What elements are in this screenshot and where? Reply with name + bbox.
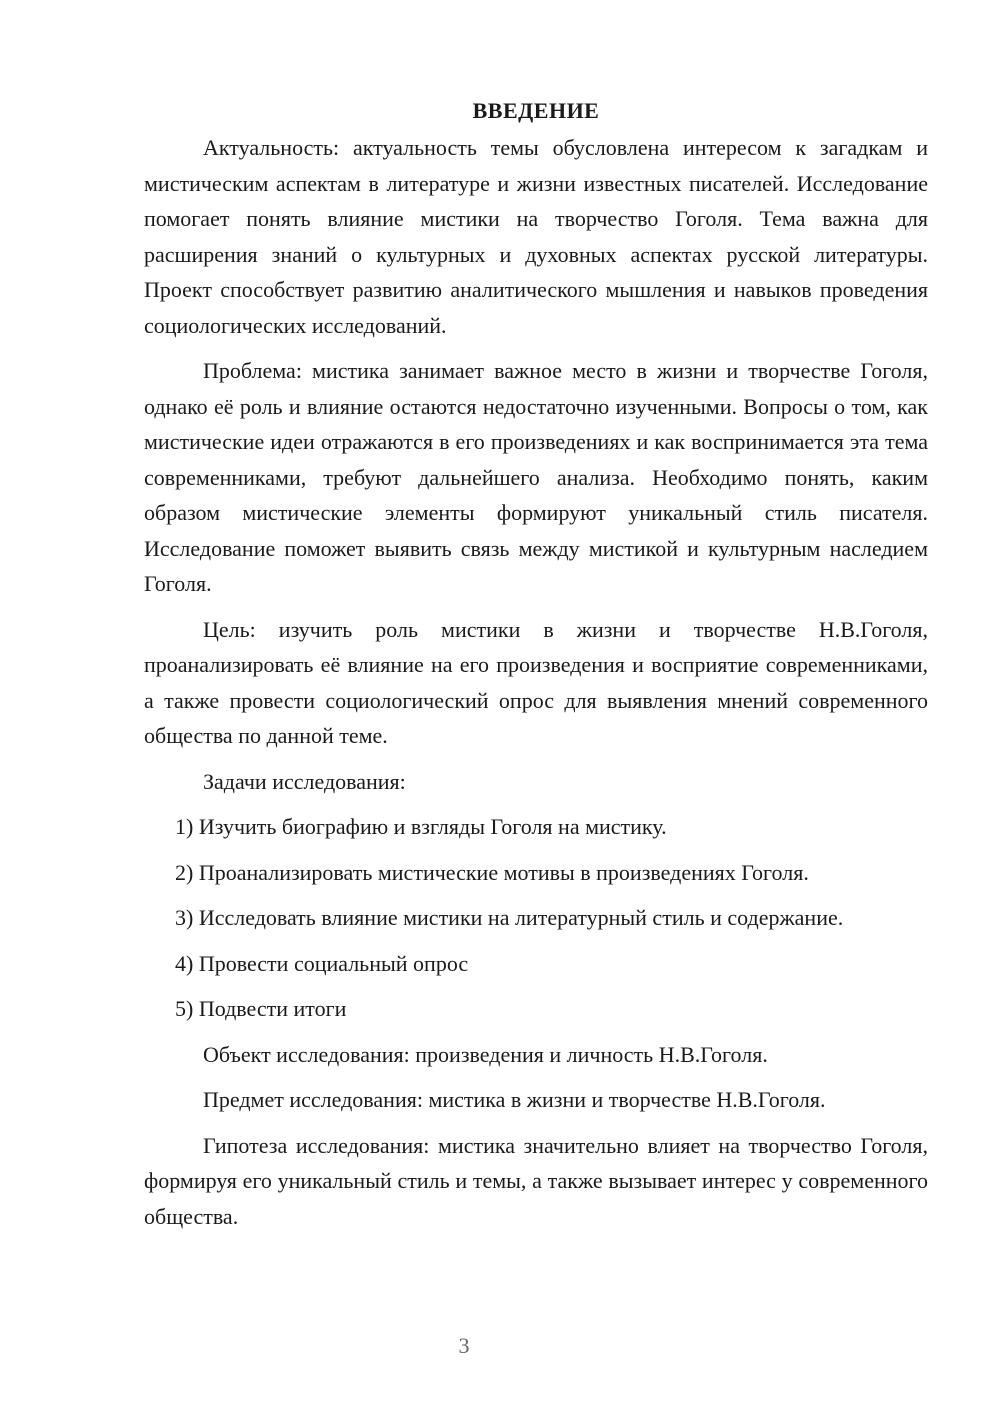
- tasks-heading: Задачи исследования:: [203, 768, 406, 794]
- research-object: Объект исследования: произведения и личность Н.В.Гоголя.: [203, 1041, 768, 1067]
- paragraph-goal: Цель: изучить роль мистики в жизни и творчестве Н.В.Гоголя, проанализировать её влияние на его произведения и восприятие современниками, а также провести социологический опрос для выявления мнений современного общества по данной теме.: [144, 616, 928, 748]
- list-item: 4) Провести социальный опрос: [175, 950, 469, 976]
- list-item: 5) Подвести итоги: [175, 996, 347, 1021]
- list-item: 2) Проанализировать мистические мотивы в произведениях Гоголя.: [175, 859, 809, 885]
- research-subject: Предмет исследования: мистика в жизни и творчестве Н.В.Гоголя.: [203, 1087, 826, 1112]
- research-hypothesis: Гипотеза исследования: мистика значительно влияет на творчество Гоголя, формируя его уникальный стиль и темы, а также вызывает интерес у современного общества.: [144, 1132, 928, 1229]
- paragraph-problem: Проблема: мистика занимает важное место в жизни и творчестве Гоголя, однако её роль и влияние остаются недостаточно изученными. Вопросы о том, как мистические идеи отражаются в его произведениях и как воспринимается эта тема современниками, требуют дальнейшего анализа. Необходимо понять, каким образом мистические элементы формируют уникальный стиль писателя. Исследование поможет выявить связь между мистикой и культурным наследием Гоголя.: [144, 358, 928, 596]
- paragraph-relevance: Актуальность: актуальность темы обусловлена интересом к загадкам и мистическим аспектам в литературе и жизни известных писателей. Исследование помогает понять влияние мистики на творчество Гоголя. Тема важна для расширения знаний о культурных и духовных аспектах русской литературы. Проект способствует развитию аналитического мышления и навыков проведения социологических исследований.: [144, 135, 928, 338]
- page-number: 3: [458, 1333, 470, 1358]
- page-title: ВВЕДЕНИЕ: [472, 98, 600, 123]
- list-item: 3) Исследовать влияние мистики на литературный стиль и содержание.: [175, 905, 844, 930]
- tasks-list: [144, 809, 928, 1027]
- list-item: 1) Изучить биографию и взгляды Гоголя на мистику.: [175, 814, 667, 839]
- document-page: [144, 96, 928, 1244]
